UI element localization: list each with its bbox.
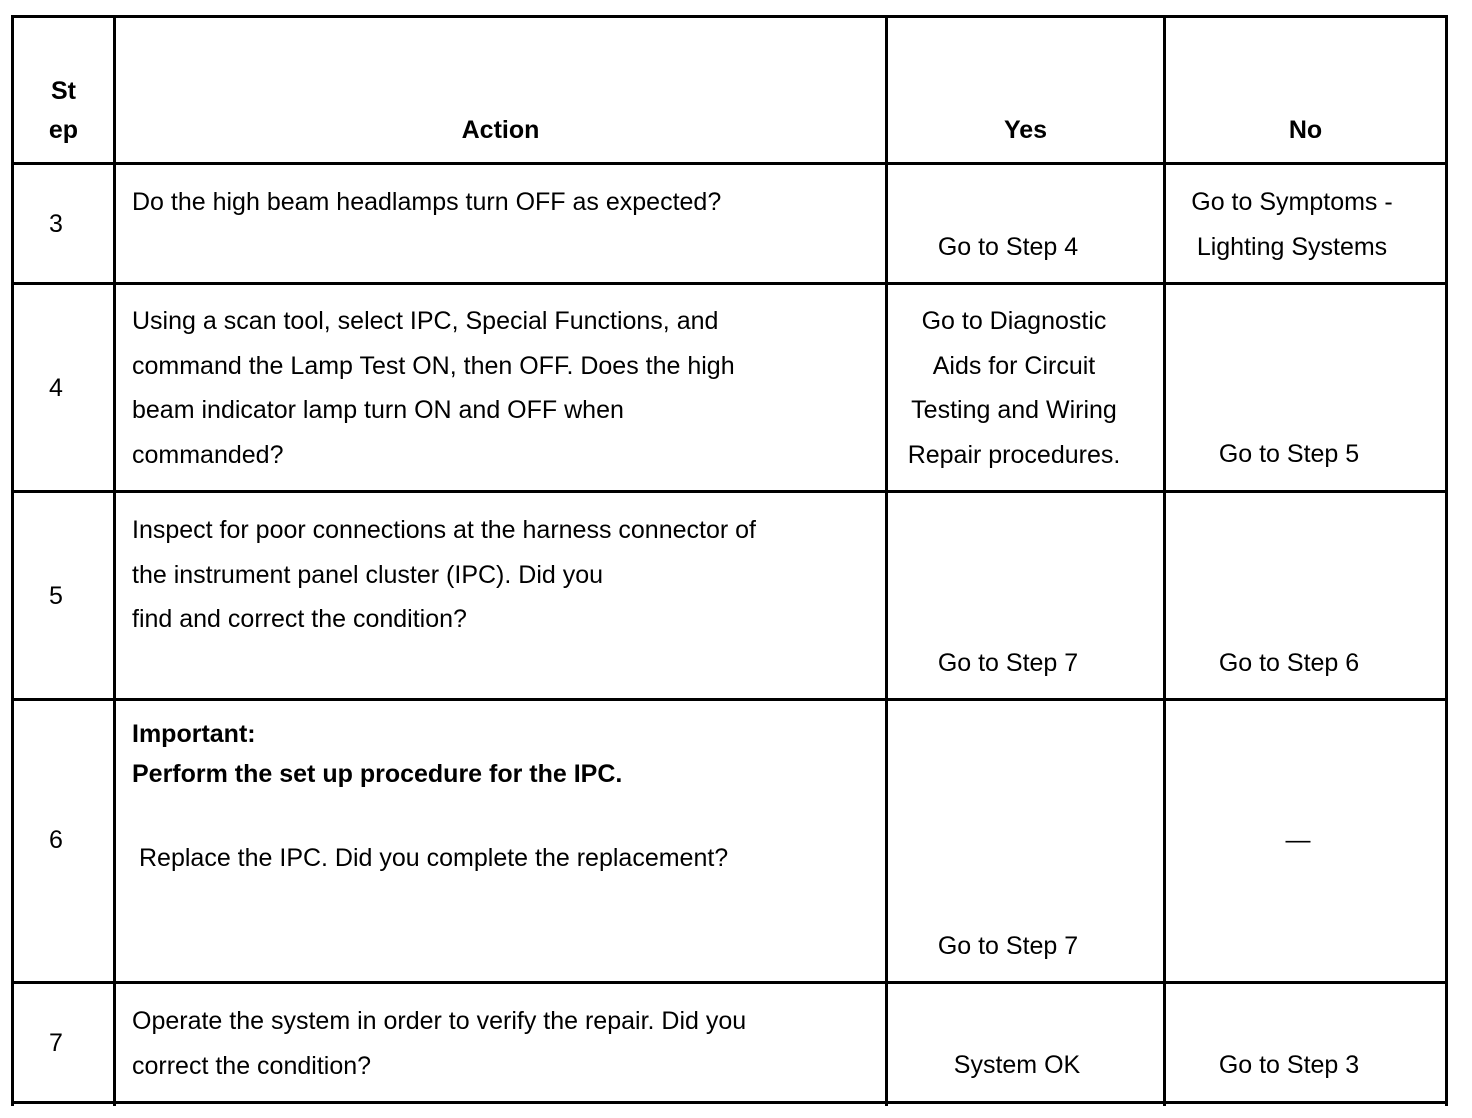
text-line: beam indicator lamp turn ON and OFF when [132, 396, 624, 424]
step-number: 3 [49, 210, 63, 238]
header-yes: Yes [1003, 116, 1048, 144]
text-line: Go to Step 7 [937, 649, 1079, 677]
text-line: Go to Symptoms - [1191, 188, 1393, 216]
row-divider [11, 698, 1448, 701]
text-line: Go to Step 6 [1218, 649, 1360, 677]
text-line: — [1285, 826, 1311, 854]
step-number: 6 [49, 826, 63, 854]
header-step-line-1: St [51, 77, 76, 105]
text-line: Replace the IPC. Did you complete the replacement? [139, 844, 729, 872]
table-border-top [11, 15, 1448, 18]
action-text [132, 299, 735, 477]
no-result [1166, 641, 1412, 686]
column-divider [113, 16, 116, 1106]
text-line: Aids for Circuit [932, 351, 1096, 380]
text-line: Do the high beam headlamps turn OFF as expected? [132, 188, 722, 216]
text-line: System OK [953, 1051, 1081, 1079]
row-divider [11, 162, 1448, 165]
header-step [14, 72, 113, 150]
yes-result [888, 299, 1140, 477]
important-note: Perform the set up procedure for the IPC. [132, 760, 623, 788]
text-line: Inspect for poor connections at the harness connector of [132, 516, 756, 544]
text-line: Go to Step 7 [937, 932, 1079, 960]
step-number: 4 [49, 374, 63, 402]
no-result [1166, 1043, 1412, 1088]
yes-result [888, 1043, 1146, 1088]
important-label: Important: [132, 720, 256, 748]
text-line: Testing and Wiring [911, 396, 1117, 424]
action-text [132, 508, 756, 642]
table-border-right [1445, 16, 1448, 1106]
action-text [132, 180, 721, 225]
text-line: find and correct the condition? [132, 605, 467, 633]
text-line: Using a scan tool, select IPC, Special Functions, and [132, 307, 719, 335]
text-line: Go to Step 3 [1218, 1051, 1360, 1079]
yes-result [888, 225, 1128, 270]
row-divider [11, 282, 1448, 285]
yes-result [888, 641, 1128, 686]
text-line: Repair procedures. [907, 440, 1121, 469]
row-divider [11, 490, 1448, 493]
text-line: command the Lamp Test ON, then OFF. Does the high [132, 351, 735, 380]
text-line: Go to Diagnostic [921, 307, 1107, 335]
action-text [139, 836, 728, 881]
table-border-bottom [11, 1101, 1448, 1104]
header-action: Action [461, 116, 540, 144]
table-border-left [11, 16, 14, 1106]
step-number: 7 [49, 1029, 63, 1057]
yes-result [888, 924, 1128, 969]
step-number: 5 [49, 582, 63, 610]
text-line: commanded? [132, 440, 284, 469]
text-line: Go to Step 5 [1218, 440, 1360, 468]
text-line: correct the condition? [132, 1051, 372, 1080]
row-divider [11, 981, 1448, 984]
text-line: Lighting Systems [1196, 232, 1388, 261]
header-no: No [1288, 116, 1323, 144]
header-step-line-2: ep [48, 116, 79, 144]
no-result [1166, 180, 1418, 269]
no-result [1166, 818, 1430, 863]
action-text [132, 999, 746, 1088]
text-line: Go to Step 4 [937, 233, 1079, 261]
text-line: the instrument panel cluster (IPC). Did you [132, 560, 604, 589]
text-line: Operate the system in order to verify the repair. Did you [132, 1007, 747, 1035]
no-result [1166, 432, 1412, 477]
